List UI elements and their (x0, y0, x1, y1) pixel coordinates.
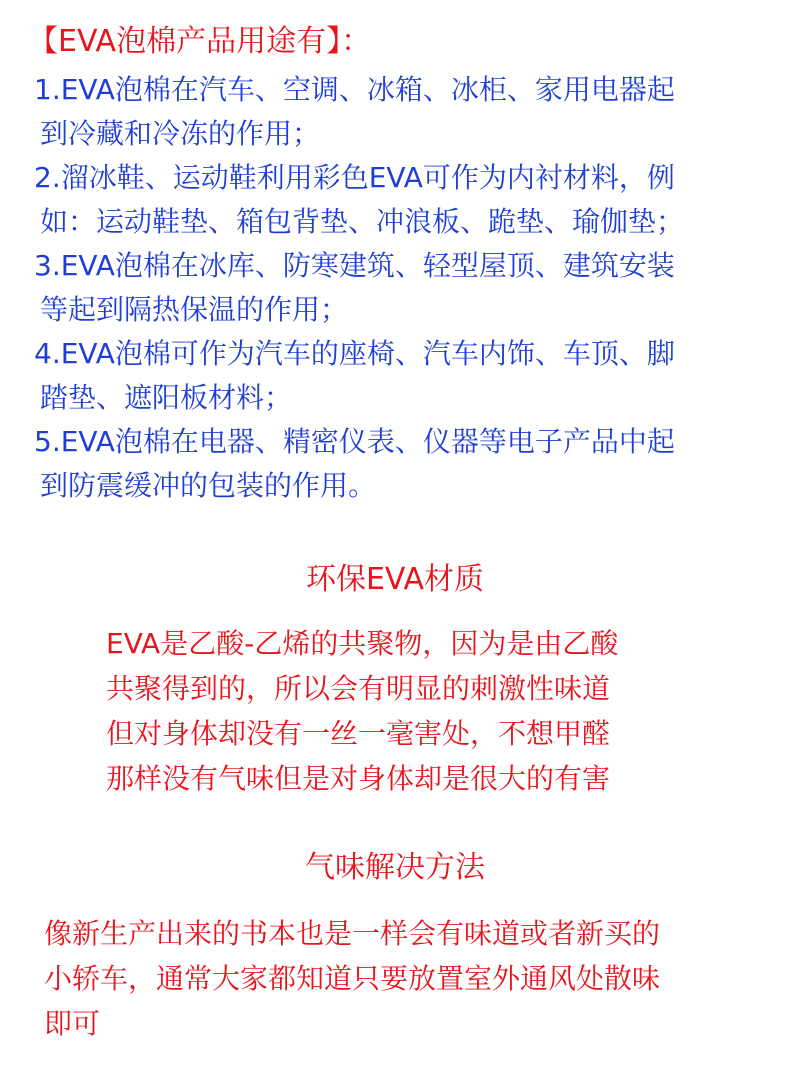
uses-list-item (34, 156, 774, 244)
uses-list (34, 68, 774, 508)
odor-paragraph (44, 911, 660, 1046)
odor-paragraph-line: 小轿车，通常大家都知道只要放置室外通风处散味 (44, 962, 661, 995)
material-paragraph-line: 共聚得到的，所以会有明显的刺激性味道 (106, 672, 611, 705)
uses-item-line: 到冷藏和冷冻的作用； (40, 117, 321, 150)
uses-item-line: 5.EVA泡棉在电器、精密仪表、仪器等电子产品中起 (34, 425, 675, 458)
material-paragraph (106, 621, 618, 801)
uses-item-line: 1.EVA泡棉在汽车、空调、冰箱、冰柜、家用电器起 (34, 73, 675, 106)
odor-paragraph-line: 像新生产出来的书本也是一样会有味道或者新买的 (44, 917, 661, 950)
uses-list-item (34, 244, 774, 332)
material-section-title: 环保EVA材质 (305, 562, 485, 597)
uses-item-line: 如：运动鞋垫、箱包背垫、冲浪板、跪垫、瑜伽垫； (40, 205, 685, 238)
uses-item-line: 2.溜冰鞋、运动鞋利用彩色EVA可作为内衬材料，例 (34, 161, 675, 194)
uses-item-line: 等起到隔热保温的作用； (40, 293, 349, 326)
uses-item-line: 到防震缓冲的包装的作用。 (40, 469, 377, 502)
uses-list-item (34, 332, 774, 420)
material-paragraph-line: 但对身体却没有一丝一毫害处，不想甲醛 (106, 717, 611, 750)
uses-item-line: 踏垫、遮阳板材料； (40, 381, 293, 414)
material-paragraph-line: 那样没有气味但是对身体却是很大的有害 (106, 762, 611, 795)
uses-list-item (34, 420, 774, 508)
material-paragraph-line: EVA是乙酸-乙烯的共聚物，因为是由乙酸 (106, 627, 619, 660)
uses-item-line: 3.EVA泡棉在冰库、防寒建筑、轻型屋顶、建筑安装 (34, 249, 675, 282)
odor-paragraph-line: 即可 (44, 1007, 101, 1040)
odor-section-title: 气味解决方法 (305, 850, 485, 885)
uses-heading: 【EVA泡棉产品用途有】： (28, 24, 372, 59)
uses-item-line: 4.EVA泡棉可作为汽车的座椅、汽车内饰、车顶、脚 (34, 337, 675, 370)
uses-list-item (34, 68, 774, 156)
